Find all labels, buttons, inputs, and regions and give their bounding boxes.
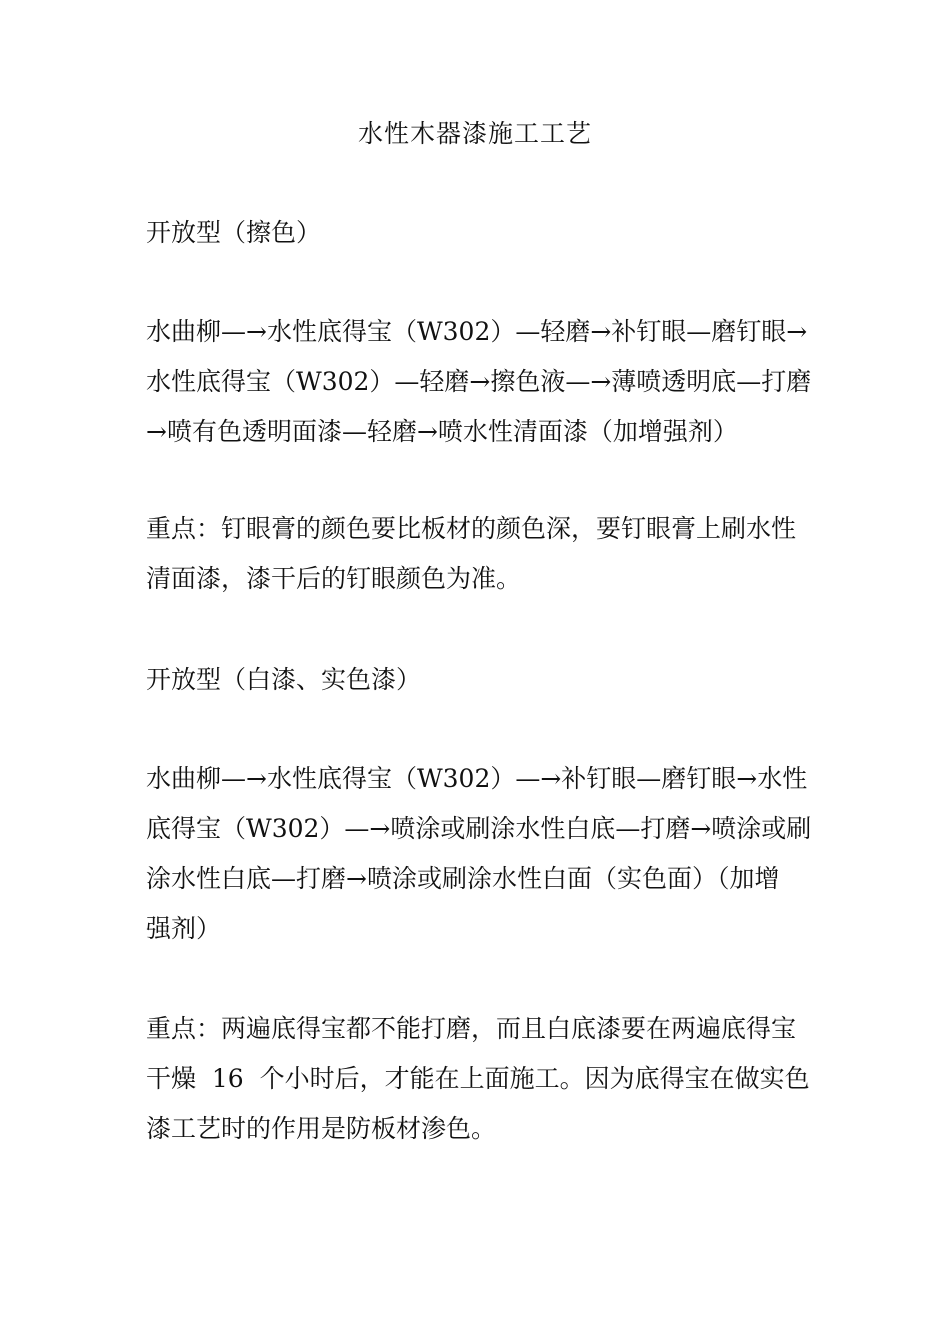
section-heading-open-white [146, 655, 816, 705]
process-line: 水性底得宝（W302）—轻磨→擦色液—→薄喷透明底—打磨 [146, 367, 812, 396]
key-note-open-white [146, 1004, 816, 1154]
process-line: 强剂） [146, 914, 222, 943]
process-line: 底得宝（W302）—→喷涂或刷涂水性白底—打磨→喷涂或刷 [146, 814, 812, 843]
note-line: 漆工艺时的作用是防板材渗色。 [146, 1114, 497, 1143]
process-line: 水曲柳—→水性底得宝（W302）—→补钉眼—磨钉眼→水性 [146, 764, 808, 793]
note-line: 清面漆，漆干后的钉眼颜色为准。 [146, 564, 522, 593]
note-line: 重点：钉眼膏的颜色要比板材的颜色深，要钉眼膏上刷水性 [146, 514, 797, 543]
note-line: 干燥 16 个小时后，才能在上面施工。因为底得宝在做实色 [146, 1064, 810, 1093]
section-heading-open-stain [146, 208, 816, 258]
process-steps-open-stain [146, 307, 816, 457]
section-heading: 开放型（白漆、实色漆） [146, 665, 422, 694]
section-heading: 开放型（擦色） [146, 218, 322, 247]
process-steps-open-white [146, 754, 816, 954]
note-line: 重点：两遍底得宝都不能打磨，而且白底漆要在两遍底得宝 [146, 1014, 797, 1043]
document-title: 水性木器漆施工工艺 [357, 119, 592, 148]
key-note-open-stain [146, 504, 816, 604]
process-line: 涂水性白底—打磨→喷涂或刷涂水性白面（实色面）（加增 [146, 864, 780, 893]
process-line: →喷有色透明面漆—轻磨→喷水性清面漆（加增强剂） [146, 417, 738, 446]
process-line: 水曲柳—→水性底得宝（W302）—轻磨→补钉眼—磨钉眼→ [146, 317, 808, 346]
